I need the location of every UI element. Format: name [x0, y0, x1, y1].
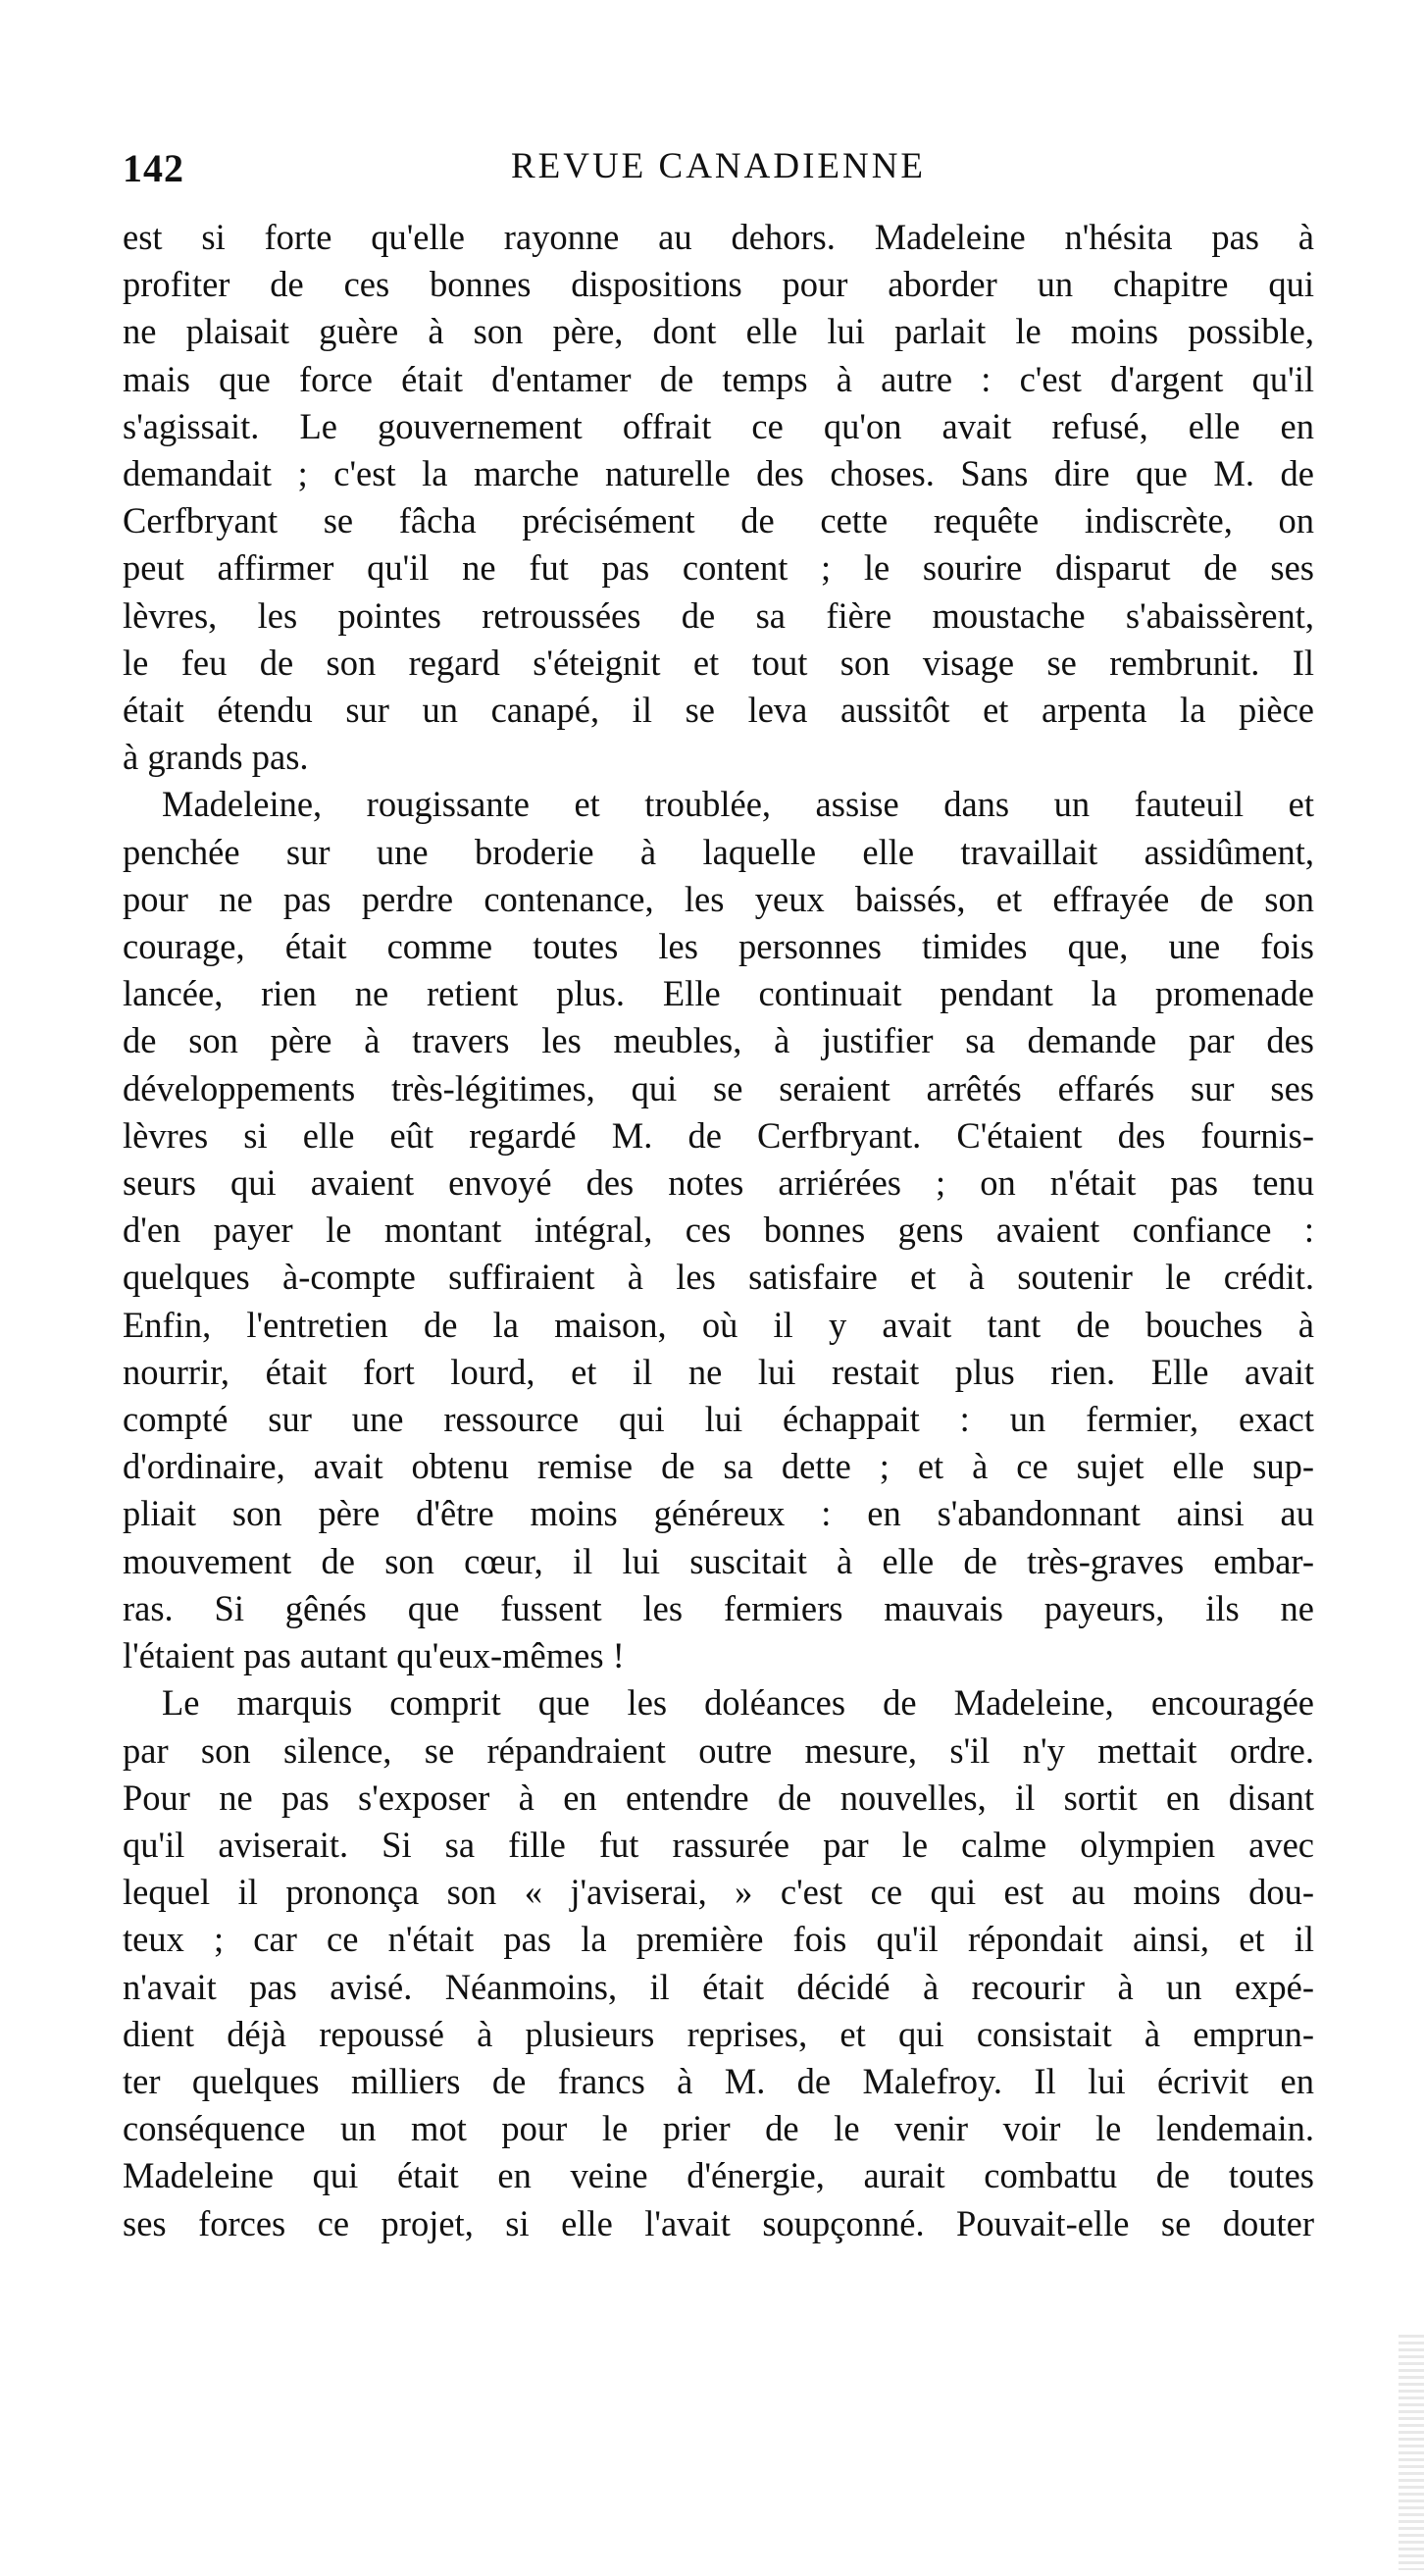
running-head — [123, 145, 1314, 198]
text-line: développements très-légitimes, qui se seraient arrêtés effarés sur ses — [123, 1067, 1314, 1108]
text-line: lèvres si elle eût regardé M. de Cerfbryant. C'étaient des fournis- — [123, 1114, 1314, 1156]
text-line: d'en payer le montant intégral, ces bonnes gens avaient confiance : — [123, 1210, 1314, 1251]
text-line: ras. Si gênés que fussent les fermiers mauvais payeurs, ils ne — [123, 1587, 1314, 1628]
text-line: Madeleine, rougissante et troublée, assise dans un fauteuil et — [162, 784, 1314, 825]
text-line: compté sur une ressource qui lui échappait : un fermier, exact — [123, 1399, 1314, 1440]
page-edge-seam — [1399, 2335, 1424, 2570]
text-line: demandait ; c'est la marche naturelle des choses. Sans dire que M. de — [123, 453, 1314, 494]
text-line: profiter de ces bonnes dispositions pour aborder un chapitre qui — [123, 264, 1314, 305]
text-line: lequel il prononça son « j'aviserai, » c'est ce qui est au moins dou- — [123, 1872, 1314, 1913]
text-line: l'étaient pas autant qu'eux-mêmes ! — [123, 1635, 625, 1676]
text-line: lèvres, les pointes retroussées de sa fière moustache s'abaissèrent, — [123, 594, 1314, 636]
text-line: à grands pas. — [123, 737, 309, 778]
text-line: peut affirmer qu'il ne fut pas content ; le sourire disparut de ses — [123, 547, 1314, 589]
journal-title: REVUE CANADIENNE — [510, 146, 927, 186]
text-line: d'ordinaire, avait obtenu remise de sa dette ; et à ce sujet elle sup- — [123, 1446, 1314, 1487]
text-line: Enfin, l'entretien de la maison, où il y avait tant de bouches à — [123, 1304, 1314, 1345]
text-line: par son silence, se répandraient outre mesure, s'il n'y mettait ordre. — [123, 1729, 1314, 1771]
text-line: le feu de son regard s'éteignit et tout son visage se rembrunit. Il — [123, 642, 1314, 683]
text-line: est si forte qu'elle rayonne au dehors. Madeleine n'hésita pas à — [123, 217, 1314, 257]
text-line: n'avait pas avisé. Néanmoins, il était décidé à recourir à un expé- — [123, 1966, 1314, 2007]
text-line: était étendu sur un canapé, il se leva aussitôt et arpenta la pièce — [123, 690, 1314, 731]
text-line: pliait son père d'être moins généreux : en s'abandonnant ainsi au — [123, 1493, 1314, 1534]
text-line: de son père à travers les meubles, à justifier sa demande par des — [123, 1020, 1314, 1061]
text-line: ne plaisait guère à son père, dont elle lui parlait le moins possible, — [123, 311, 1314, 352]
text-line: courage, était comme toutes les personnes timides que, une fois — [123, 926, 1314, 967]
paragraph-1 — [123, 214, 1314, 781]
text-line: lancée, rien ne retient plus. Elle continuait pendant la promenade — [123, 973, 1314, 1014]
page-number: 142 — [123, 146, 184, 190]
body-text — [123, 214, 1314, 2247]
text-line: mouvement de son cœur, il lui suscitait à elle de très-graves embar- — [123, 1540, 1314, 1581]
text-line: teux ; car ce n'était pas la première fois qu'il répondait ainsi, et il — [123, 1919, 1314, 1960]
text-line: dient déjà repoussé à plusieurs reprises, et qui consistait à emprun- — [123, 2013, 1314, 2054]
text-line: Pour ne pas s'exposer à en entendre de nouvelles, il sortit en disant — [123, 1777, 1314, 1818]
text-line: pour ne pas perdre contenance, les yeux baissés, et effrayée de son — [123, 878, 1314, 919]
paragraph-3 — [123, 1679, 1314, 2246]
text-line: qu'il aviserait. Si sa fille fut rassurée par le calme olympien avec — [123, 1824, 1314, 1865]
text-line: Madeleine qui était en veine d'énergie, aurait combattu de toutes — [123, 2155, 1314, 2196]
paragraph-2 — [123, 781, 1314, 1679]
text-line: ter quelques milliers de francs à M. de Malefroy. Il lui écrivit en — [123, 2060, 1314, 2101]
text-line: penchée sur une broderie à laquelle elle travaillait assidûment, — [123, 831, 1314, 872]
text-line: ses forces ce projet, si elle l'avait soupçonné. Pouvait-elle se douter — [123, 2202, 1314, 2243]
text-line: s'agissait. Le gouvernement offrait ce qu'on avait refusé, elle en — [123, 405, 1314, 446]
text-line: Le marquis comprit que les doléances de Madeleine, encouragée — [162, 1682, 1314, 1724]
text-line: seurs qui avaient envoyé des notes arriérées ; on n'était pas tenu — [123, 1162, 1314, 1204]
text-line: conséquence un mot pour le prier de le venir voir le lendemain. — [123, 2108, 1314, 2149]
text-line: nourrir, était fort lourd, et il ne lui restait plus rien. Elle avait — [123, 1351, 1314, 1392]
text-line: Cerfbryant se fâcha précisément de cette requête indiscrète, on — [123, 500, 1314, 541]
text-line: mais que force était d'entamer de temps à autre : c'est d'argent qu'il — [123, 358, 1314, 399]
text-line: quelques à-compte suffiraient à les satisfaire et à soutenir le crédit. — [123, 1257, 1314, 1298]
